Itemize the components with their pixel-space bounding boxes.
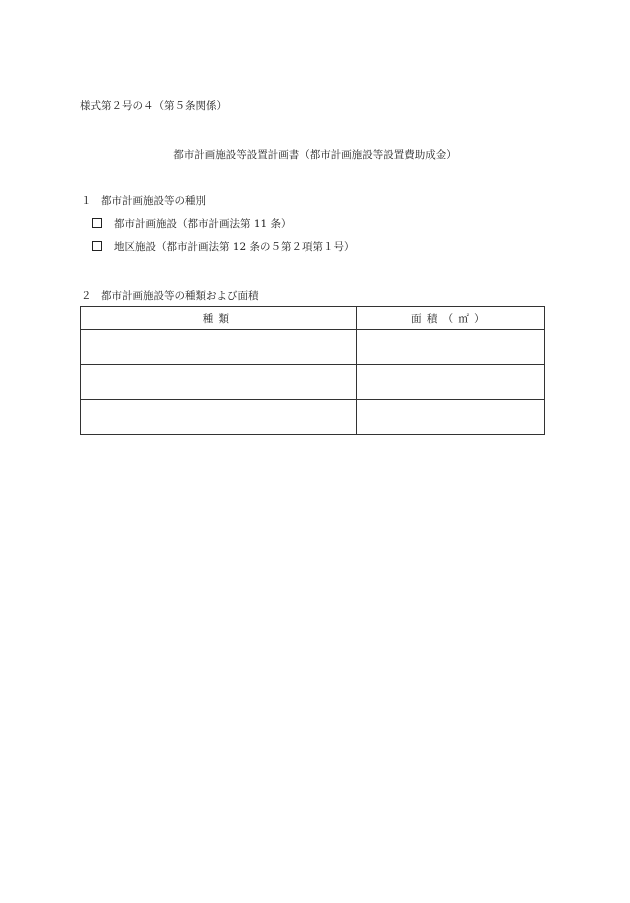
section-2-number: ２ xyxy=(81,290,92,302)
checkbox-urban-facility[interactable] xyxy=(92,218,102,228)
section-1-heading xyxy=(81,194,206,208)
option-district-facility[interactable] xyxy=(92,240,355,254)
section-1-number: １ xyxy=(81,195,92,207)
type-area-table xyxy=(80,306,545,435)
cell-type[interactable] xyxy=(81,330,357,365)
table-row xyxy=(81,330,545,365)
header-area: 面積（㎡） xyxy=(357,307,545,330)
option-urban-facility[interactable] xyxy=(92,217,292,231)
section-2-title: 都市計画施設等の種類および面積 xyxy=(101,290,259,302)
cell-area[interactable] xyxy=(357,365,545,400)
cell-type[interactable] xyxy=(81,400,357,435)
section-1-title: 都市計画施設等の種別 xyxy=(101,195,206,207)
section-2-heading xyxy=(81,289,259,303)
option-district-facility-label: 地区施設（都市計画法第 12 条の５第２項第１号） xyxy=(114,241,355,253)
table-row xyxy=(81,365,545,400)
form-label: 様式第２号の４（第５条関係） xyxy=(80,100,227,112)
checkbox-district-facility[interactable] xyxy=(92,241,102,251)
cell-area[interactable] xyxy=(357,400,545,435)
option-urban-facility-label: 都市計画施設（都市計画法第 11 条） xyxy=(114,218,292,230)
table-row xyxy=(81,400,545,435)
cell-type[interactable] xyxy=(81,365,357,400)
header-type: 種類 xyxy=(81,307,357,330)
document-title: 都市計画施設等設置計画書（都市計画施設等設置費助成金） xyxy=(173,149,457,161)
cell-area[interactable] xyxy=(357,330,545,365)
table-header-row xyxy=(81,307,545,330)
